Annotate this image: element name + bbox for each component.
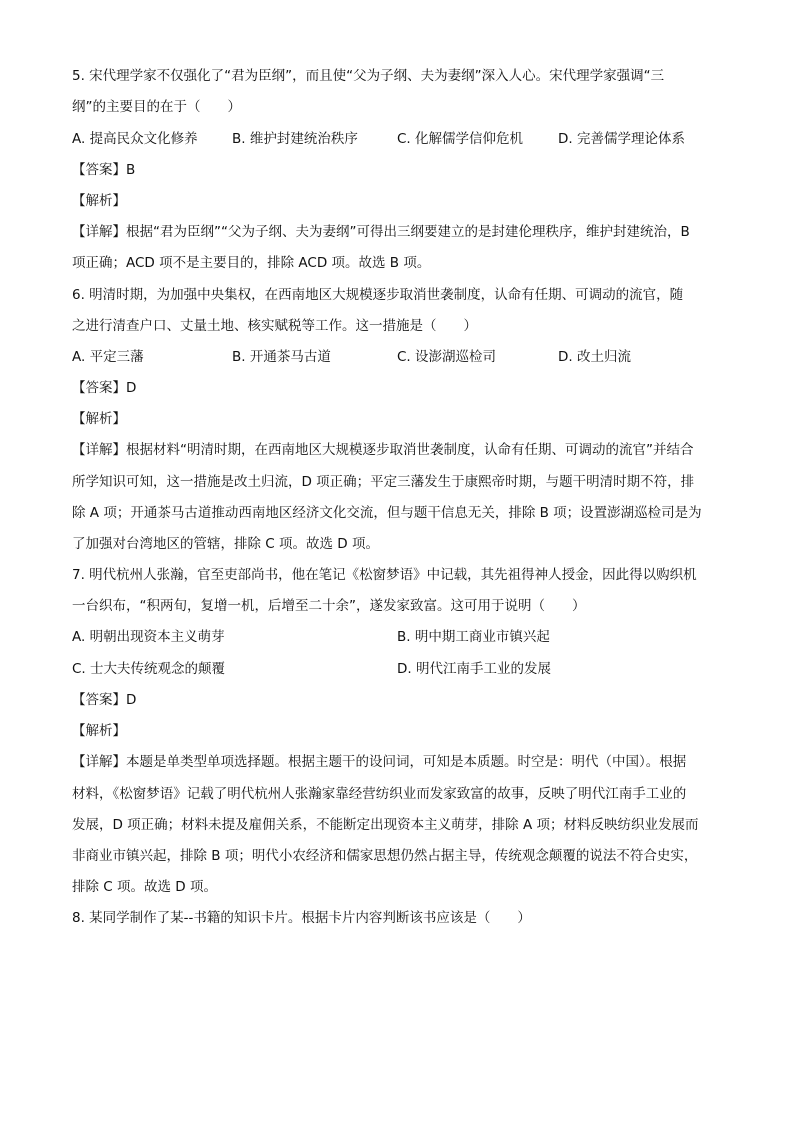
q6-option-d: D. 改土归流 xyxy=(558,349,631,365)
q6-options xyxy=(72,347,722,367)
q7-detail-line-3: 发展，D 项正确；材料未提及雇佣关系，不能断定出现资本主义萌芽，排除 A 项；材料反映纺织业发展而 xyxy=(72,817,699,833)
q7-stem-line-2: 一台织布，“积两旬，复增一机，后增至二十余”，遂发家致富。这可用于说明（ ） xyxy=(72,598,586,614)
q7-options-row-2 xyxy=(72,659,722,679)
q6-answer: 【答案】D xyxy=(72,380,137,396)
q6-analysis-heading: 【解析】 xyxy=(72,411,126,427)
q7-stem-line-1: 7. 明代杭州人张瀚，官至吏部尚书，他在笔记《松窗梦语》中记载，其先祖得神人授金，因此得以购织机 xyxy=(72,567,697,583)
q5-option-a: A. 提高民众文化修养 xyxy=(72,131,198,147)
q7-option-c: C. 士大夫传统观念的颠覆 xyxy=(72,661,226,677)
q5-stem-line-1: 5. 宋代理学家不仅强化了“君为臣纲”，而且使“父为子纲、夫为妻纲”深入人心。宋代理学家强调“三 xyxy=(72,68,665,84)
q6-option-b: B. 开通茶马古道 xyxy=(232,349,331,365)
q7-options-row-1 xyxy=(72,627,722,647)
q5-options xyxy=(72,129,722,149)
q7-detail-line-2: 材料，《松窗梦语》记载了明代杭州人张瀚家靠经营纺织业而发家致富的故事，反映了明代江南手工业的 xyxy=(72,786,687,802)
q6-option-a: A. 平定三藩 xyxy=(72,349,144,365)
q7-detail-line-5: 排除 C 项。故选 D 项。 xyxy=(72,879,217,895)
q5-option-d: D. 完善儒学理论体系 xyxy=(558,131,685,147)
q6-detail-line-4: 了加强对台湾地区的管辖，排除 C 项。故选 D 项。 xyxy=(72,536,379,552)
q5-answer: 【答案】B xyxy=(72,162,136,178)
q5-detail-line-1: 【详解】根据“君为臣纲”“父为子纲、夫为妻纲”可得出三纲要建立的是封建伦理秩序，维护封建统治，B xyxy=(72,224,690,240)
q6-detail-line-1: 【详解】根据材料“明清时期，在西南地区大规模逐步取消世袭制度，认命有任期、可调动的流官”并结合 xyxy=(72,442,694,458)
q5-stem-line-2: 纲”的主要目的在于（ ） xyxy=(72,99,241,115)
q7-analysis-heading: 【解析】 xyxy=(72,723,126,739)
q7-option-a: A. 明朝出现资本主义萌芽 xyxy=(72,629,225,645)
q6-option-c: C. 设澎湖巡检司 xyxy=(397,349,497,365)
q5-detail-line-2: 项正确；ACD 项不是主要目的，排除 ACD 项。故选 B 项。 xyxy=(72,255,431,271)
q6-detail-line-2: 所学知识可知，这一措施是改土归流，D 项正确；平定三藩发生于康熙帝时期，与题干明清时期不符，排 xyxy=(72,474,695,490)
q5-option-b: B. 维护封建统治秩序 xyxy=(232,131,358,147)
q7-option-b: B. 明中期工商业市镇兴起 xyxy=(397,629,550,645)
q7-answer: 【答案】D xyxy=(72,692,137,708)
q6-stem-line-1: 6. 明清时期，为加强中央集权，在西南地区大规模逐步取消世袭制度，认命有任期、可调动的流官，随 xyxy=(72,287,684,303)
q5-analysis-heading: 【解析】 xyxy=(72,193,126,209)
q6-detail-line-3: 除 A 项；开通茶马古道推动西南地区经济文化交流，但与题干信息无关，排除 B 项；设置澎湖巡检司是为 xyxy=(72,505,702,521)
q7-detail-line-4: 非商业市镇兴起，排除 B 项；明代小农经济和儒家思想仍然占据主导，传统观念颠覆的说法不符合史实， xyxy=(72,848,698,864)
q8-stem-line-1: 8. 某同学制作了某--书籍的知识卡片。根据卡片内容判断该书应该是（ ） xyxy=(72,910,531,926)
q6-stem-line-2: 之进行清查户口、丈量土地、核实赋税等工作。这一措施是（ ） xyxy=(72,318,477,334)
q7-detail-line-1: 【详解】本题是单类型单项选择题。根据主题干的设问词，可知是本质题。时空是：明代（中国）。根据 xyxy=(72,754,687,770)
q7-option-d: D. 明代江南手工业的发展 xyxy=(397,661,551,677)
q5-option-c: C. 化解儒学信仰危机 xyxy=(397,131,524,147)
